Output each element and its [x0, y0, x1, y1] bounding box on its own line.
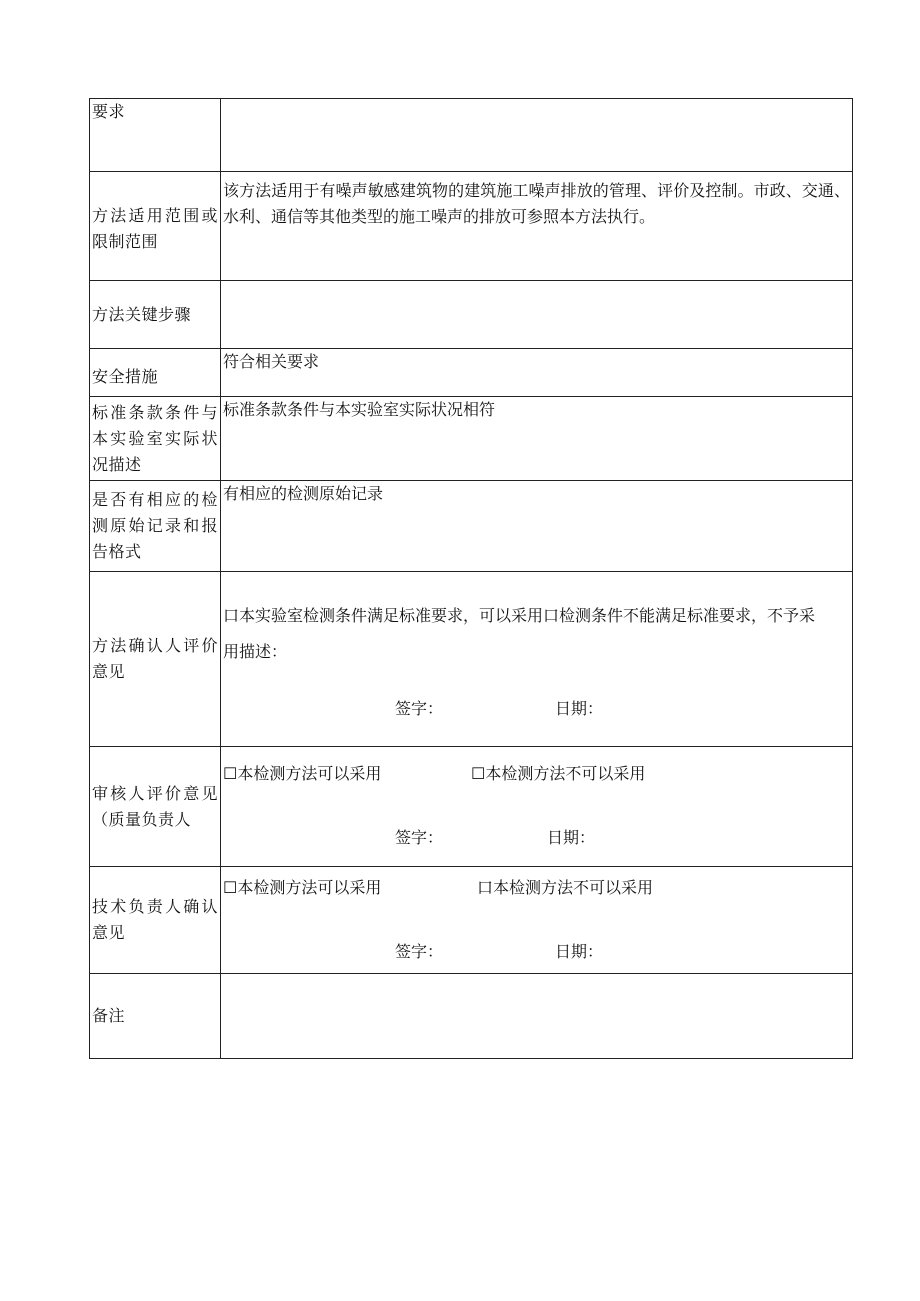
- tech-lead-cell: [221, 867, 853, 974]
- requirement-label: 要求: [90, 99, 221, 172]
- row-scope: [90, 172, 853, 281]
- confirmer-label: 方法确认人评价意见: [90, 572, 221, 747]
- reviewer-option-adopt[interactable]: ☐本检测方法可以采用: [223, 764, 382, 783]
- scope-label: 方法适用范围或限制范围: [90, 172, 221, 281]
- records-label: 是否有相应的检测原始记录和报告格式: [90, 481, 221, 572]
- conditions-value: 标准条款条件与本实验室实际状况相符: [221, 397, 853, 481]
- confirmer-date-label: 日期：: [555, 699, 604, 718]
- safety-value: 符合相关要求: [221, 349, 853, 397]
- confirmer-cell: [221, 572, 853, 747]
- row-reviewer: [90, 747, 853, 867]
- row-tech-lead: [90, 867, 853, 974]
- row-records: [90, 481, 853, 572]
- confirmer-opinion: 口本实验室检测条件满足标准要求，可以采用口检测条件不能满足标准要求，不予采用描述：: [223, 606, 816, 661]
- row-safety: [90, 349, 853, 397]
- reviewer-sign-label: 签字：: [395, 828, 444, 847]
- remarks-label: 备注: [90, 974, 221, 1059]
- safety-label: 安全措施: [90, 349, 221, 397]
- tech-lead-option-adopt[interactable]: ☐本检测方法可以采用: [223, 878, 382, 897]
- conditions-label: 标准条款条件与本实验室实际状况描述: [90, 397, 221, 481]
- scope-value: 该方法适用于有噪声敏感建筑物的建筑施工噪声排放的管理、评价及控制。市政、交通、水利、通信等其他类型的施工噪声的排放可参照本方法执行。: [221, 172, 853, 281]
- key-steps-label: 方法关键步骤: [90, 281, 221, 349]
- row-confirmer: [90, 572, 853, 747]
- method-confirmation-table: [89, 98, 853, 1059]
- tech-lead-option-reject[interactable]: 口本检测方法不可以采用: [477, 878, 654, 897]
- reviewer-label: 审核人评价意见（质量负责人: [90, 747, 221, 867]
- tech-lead-label: 技术负责人确认意见: [90, 867, 221, 974]
- row-conditions: [90, 397, 853, 481]
- row-requirement: [90, 99, 853, 172]
- confirmer-sign-label: 签字：: [395, 699, 444, 718]
- reviewer-cell: [221, 747, 853, 867]
- records-value: 有相应的检测原始记录: [221, 481, 853, 572]
- tech-lead-sign-label: 签字：: [395, 942, 444, 961]
- requirement-value: [221, 99, 853, 172]
- tech-lead-date-label: 日期：: [555, 942, 604, 961]
- reviewer-option-reject[interactable]: ☐本检测方法不可以采用: [471, 764, 646, 783]
- row-remarks: [90, 974, 853, 1059]
- reviewer-date-label: 日期：: [547, 828, 596, 847]
- row-key-steps: [90, 281, 853, 349]
- key-steps-value: [221, 281, 853, 349]
- remarks-value: [221, 974, 853, 1059]
